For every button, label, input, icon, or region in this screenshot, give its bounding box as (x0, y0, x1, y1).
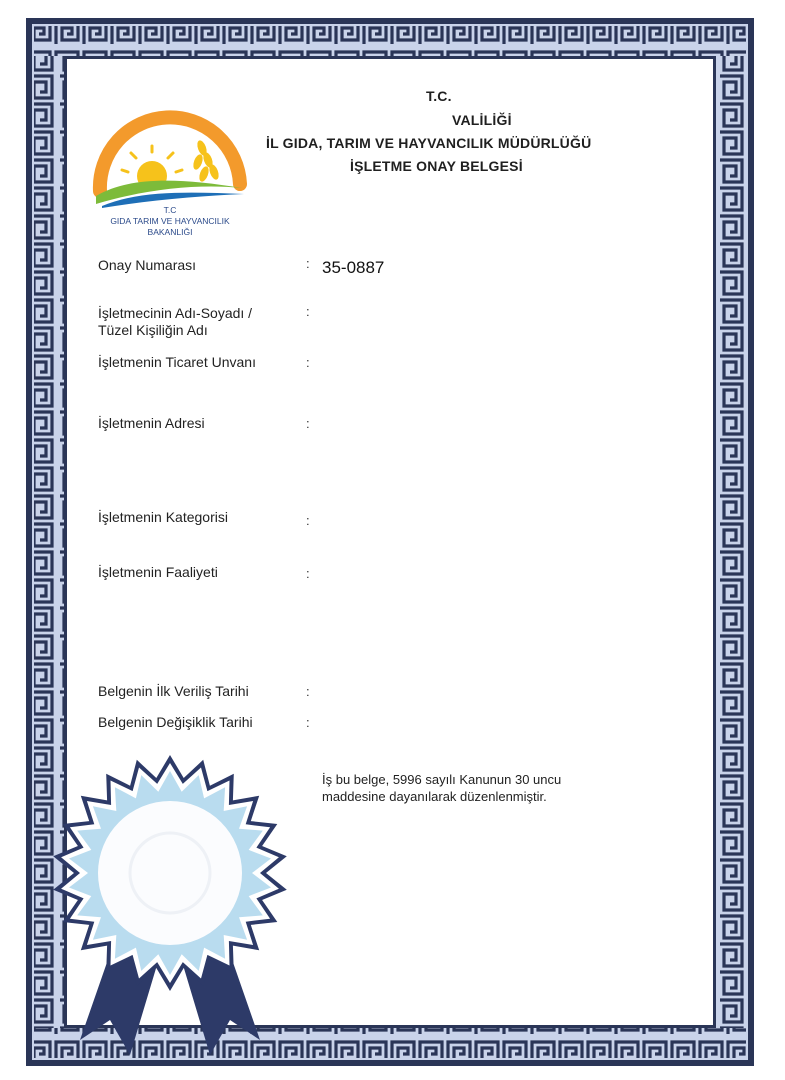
logo-text-ministry: GIDA TARIM VE HAYVANCILIK (110, 216, 230, 226)
legal-note (322, 771, 642, 805)
ministry-logo (90, 96, 250, 208)
label-isletmeci-adi-line1: İşletmecinin Adı-Soyadı / (98, 305, 253, 321)
label-onay-numarasi: Onay Numarası (98, 257, 197, 273)
label-kategori: İşletmenin Kategorisi (98, 509, 228, 525)
header-directorate: İL GIDA, TARIM VE HAYVANCILIK MÜDÜRLÜĞÜ (266, 135, 592, 151)
header-tc: T.C. (426, 88, 452, 104)
colon-onay-numarasi: : (306, 256, 310, 271)
colon-ticaret-unvani: : (306, 355, 310, 370)
label-isletmeci-adi-line2: Tüzel Kişiliğin Adı (98, 322, 208, 338)
colon-kategori: : (306, 513, 310, 528)
logo-text-tc: T.C (163, 205, 177, 215)
header-valiligi: VALİLİĞİ (452, 112, 512, 128)
header-certificate-title: İŞLETME ONAY BELGESİ (350, 158, 523, 174)
label-ilk-verilis: Belgenin İlk Veriliş Tarihi (98, 683, 249, 699)
logo-text-bakanlik: BAKANLIĞI (147, 227, 193, 237)
colon-degisiklik: : (306, 715, 310, 730)
value-onay-numarasi: 35-0887 (322, 258, 385, 277)
colon-faaliyet: : (306, 566, 310, 581)
colon-ilk-verilis: : (306, 684, 310, 699)
label-faaliyet: İşletmenin Faaliyeti (98, 564, 218, 580)
legal-note-line1: İş bu belge, 5996 sayılı Kanunun 30 uncu (322, 772, 562, 787)
label-adres: İşletmenin Adresi (98, 415, 205, 431)
legal-note-line2: maddesine dayanılarak düzenlenmiştir. (322, 789, 547, 804)
colon-adres: : (306, 416, 310, 431)
colon-isletmeci-adi: : (306, 304, 310, 319)
label-degisiklik: Belgenin Değişiklik Tarihi (98, 714, 253, 730)
label-ticaret-unvani: İşletmenin Ticaret Unvanı (98, 354, 256, 370)
seal-rosette-icon (50, 755, 290, 1065)
